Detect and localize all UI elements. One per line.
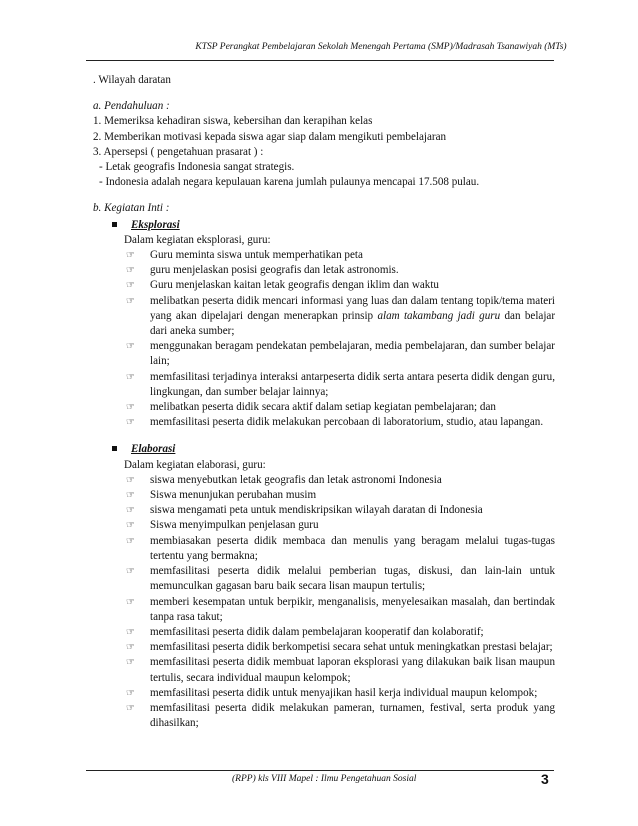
list-item: ☞ memfasilitasi peserta didik berkompetisi secara sehat untuk meningkatkan prestasi belajar; <box>93 640 555 655</box>
pendahuluan-item: 3. Apersepsi ( pengetahuan prasarat ) : <box>93 145 264 158</box>
pointing-hand-icon: ☞ <box>126 520 135 532</box>
elaborasi-intro: Dalam kegiatan elaborasi, guru: <box>124 458 266 471</box>
pointing-hand-icon: ☞ <box>126 596 135 608</box>
topic-line: . Wilayah daratan <box>93 74 171 86</box>
pointing-hand-icon: ☞ <box>126 535 135 547</box>
pointing-hand-icon: ☞ <box>126 626 135 638</box>
pointing-hand-icon: ☞ <box>126 490 135 502</box>
elaborasi-list <box>93 473 555 731</box>
pointing-hand-icon: ☞ <box>126 341 135 353</box>
list-item: ☞ memfasilitasi peserta didik membuat laporan eksplorasi yang dilakukan baik lisan maupun tertulis, secara individual maupun kelompok; <box>126 656 555 684</box>
pointing-hand-icon: ☞ <box>126 280 135 292</box>
pointing-hand-icon: ☞ <box>126 417 135 429</box>
pointing-hand-icon: ☞ <box>126 657 135 669</box>
footer-text: (RPP) kls VIII Mapel : Ilmu Pengetahuan Sosial <box>232 774 417 784</box>
list-item: ☞ memfasilitasi peserta didik melakukan pameran, turnamen, festival, serta produk yang dihasilkan; <box>126 701 555 730</box>
eksplorasi-list <box>93 248 555 430</box>
pointing-hand-icon: ☞ <box>126 250 135 262</box>
apersepsi-item: - Indonesia adalah negara kepulauan karena jumlah pulaunya mencapai 17.508 pulau. <box>99 176 480 189</box>
pointing-hand-icon: ☞ <box>126 642 135 654</box>
list-item: ☞ membiasakan peserta didik membaca dan menulis yang beragam melalui tugas-tugas tertentu yang bermakna; <box>126 534 555 562</box>
page-number: 3 <box>541 771 549 787</box>
list-item: ☞ Siswa menunjukan perubahan musim <box>93 488 555 503</box>
pointing-hand-icon: ☞ <box>126 265 135 277</box>
document-body <box>93 73 555 731</box>
pointing-hand-icon: ☞ <box>126 566 135 578</box>
pointing-hand-icon: ☞ <box>126 505 135 517</box>
elaborasi-title: Elaborasi <box>131 443 176 456</box>
list-item: ☞ melibatkan peserta didik mencari informasi yang luas dan dalam tentang topik/tema materi yang akan dipelajari dengan menerapkan prinsip alam takambang jadi guru dan belajar dari aneka sumber; <box>126 294 556 338</box>
pendahuluan-item: 2. Memberikan motivasi kepada siswa agar siap dalam mengikuti pembelajaran <box>93 130 447 143</box>
list-item: ☞ memfasilitasi terjadinya interaksi antarpeserta didik serta antara peserta didik dengan guru, lingkungan, dan sumber belajar lainnya; <box>126 370 555 398</box>
list-item: ☞ memberi kesempatan untuk berpikir, menganalisis, menyelesaikan masalah, dan bertindak tanpa rasa takut; <box>126 595 555 623</box>
list-item: ☞ siswa menyebutkan letak geografis dan letak astronomi Indonesia <box>93 473 555 488</box>
footer-rule <box>86 770 554 771</box>
pendahuluan-item: 1. Memeriksa kehadiran siswa, kebersihan dan kerapihan kelas <box>93 115 373 128</box>
pointing-hand-icon: ☞ <box>126 474 135 486</box>
pointing-hand-icon: ☞ <box>126 702 135 714</box>
eksplorasi-title: Eksplorasi <box>131 218 180 231</box>
pointing-hand-icon: ☞ <box>126 402 135 414</box>
list-item: ☞ Guru meminta siswa untuk memperhatikan peta <box>93 248 555 263</box>
list-item: ☞ Siswa menyimpulkan penjelasan guru <box>93 518 555 533</box>
italic-phrase: alam takambang jadi guru <box>377 309 501 322</box>
running-title: KTSP Perangkat Pembelajaran Sekolah Menengah Pertama (SMP)/Madrasah Tsanawiyah (MTs) <box>195 42 567 52</box>
pendahuluan-heading: a. Pendahuluan : <box>93 100 170 113</box>
pointing-hand-icon: ☞ <box>126 371 135 383</box>
pointing-hand-icon: ☞ <box>126 295 135 307</box>
list-item: ☞ Guru menjelaskan kaitan letak geografis dengan iklim dan waktu <box>93 278 555 293</box>
apersepsi-item: - Letak geografis Indonesia sangat strategis. <box>99 161 295 174</box>
list-item: ☞ siswa mengamati peta untuk mendiskripsikan wilayah daratan di Indonesia <box>93 503 555 518</box>
header-rule <box>86 60 554 61</box>
eksplorasi-heading <box>93 218 555 233</box>
list-item: ☞ memfasilitasi peserta didik melakukan percobaan di laboratorium, studio, atau lapangan. <box>93 415 555 430</box>
list-item: ☞ memfasilitasi peserta didik untuk menyajikan hasil kerja individual maupun kelompok; <box>93 686 555 701</box>
pointing-hand-icon: ☞ <box>126 687 135 699</box>
square-bullet-icon <box>112 446 117 451</box>
list-item: ☞ menggunakan beragam pendekatan pembelajaran, media pembelajaran, dan sumber belajar lain; <box>126 340 555 368</box>
eksplorasi-intro: Dalam kegiatan eksplorasi, guru: <box>124 233 271 246</box>
kegiatan-inti-heading: b. Kegiatan Inti : <box>93 202 170 215</box>
list-item: ☞ melibatkan peserta didik secara aktif dalam setiap kegiatan pembelajaran; dan <box>93 400 555 415</box>
square-bullet-icon <box>112 222 117 227</box>
list-item: ☞ memfasilitasi peserta didik dalam pembelajaran kooperatif dan kolaboratif; <box>93 625 555 640</box>
list-item: ☞ guru menjelaskan posisi geografis dan letak astronomis. <box>93 263 555 278</box>
list-item: ☞ memfasilitasi peserta didik melalui pemberian tugas, diskusi, dan lain-lain untuk memunculkan gagasan baru baik secara lisan maupun tertulis; <box>126 565 555 593</box>
elaborasi-heading <box>93 442 555 457</box>
